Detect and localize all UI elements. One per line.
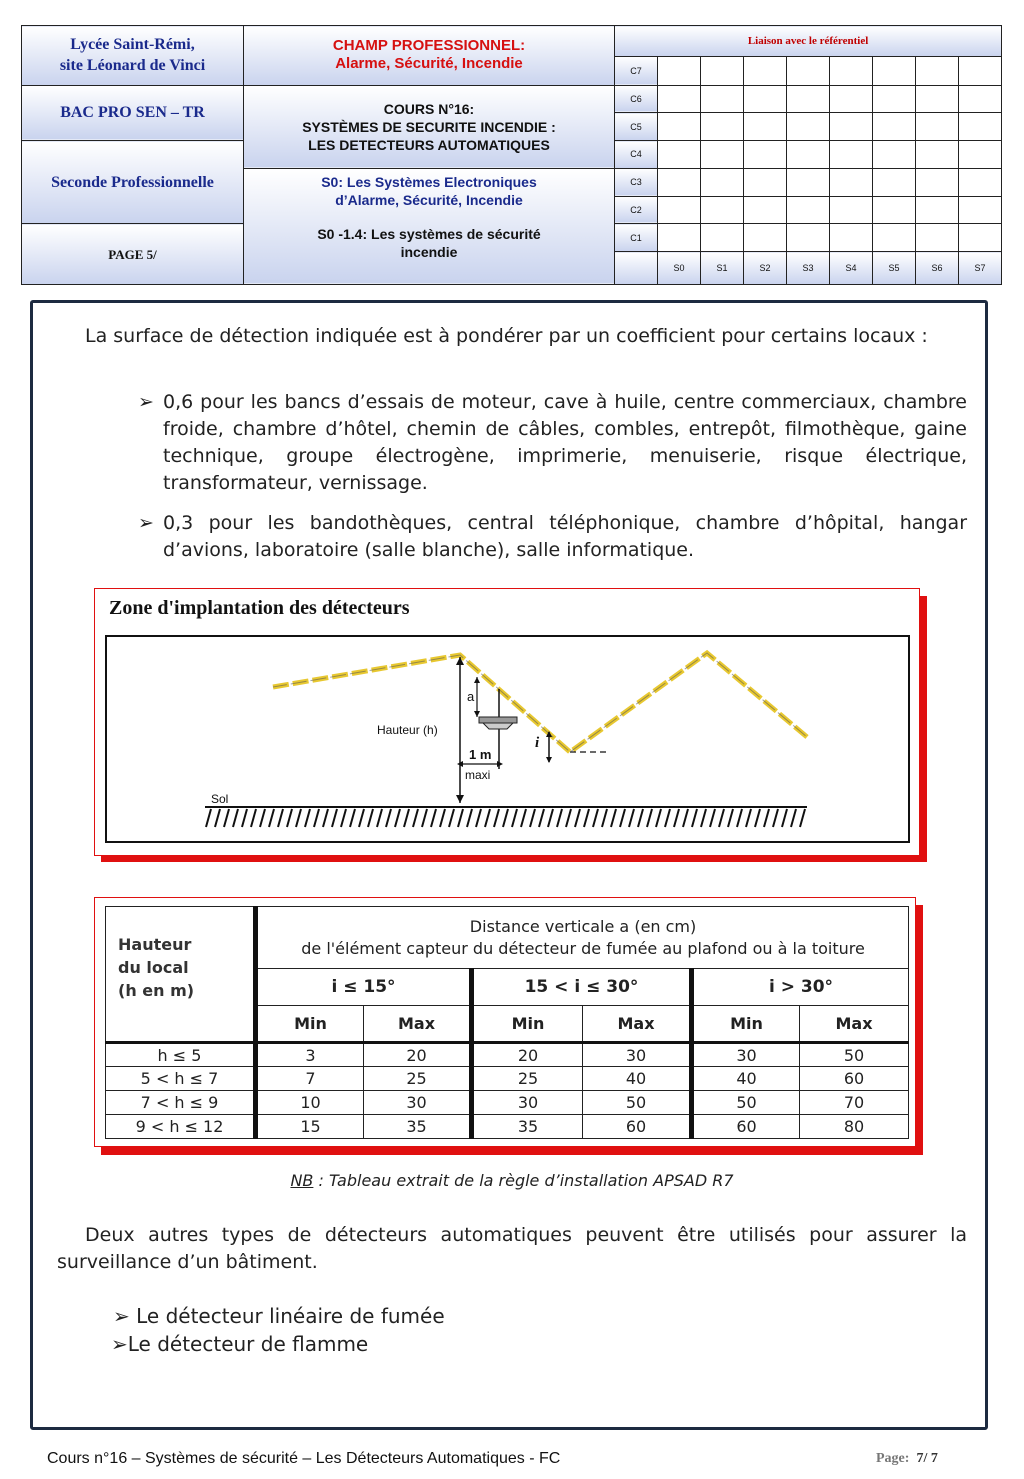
row-height-label: 5 < h ≤ 7 [106, 1067, 256, 1091]
table-row [106, 1043, 909, 1067]
table-cell: 50 [800, 1043, 909, 1067]
c5-label: C5 [615, 113, 658, 141]
table-cell: 3 [256, 1043, 364, 1067]
table-cell: 30 [472, 1091, 583, 1115]
label-1m: 1 m [469, 747, 492, 762]
table-cell: 60 [692, 1115, 800, 1139]
cours-line-2: SYSTÈMES DE SECURITE INCENDIE : [302, 118, 556, 135]
s3-label: S3 [787, 252, 830, 285]
detector-zone-figure [94, 588, 920, 856]
hauteur-line-1: Hauteur [118, 935, 192, 954]
table-cell: 60 [583, 1115, 692, 1139]
min-header: Min [256, 1006, 364, 1043]
table-cell: 30 [583, 1043, 692, 1067]
intro-paragraph: La surface de détection indiquée est à pondérer par un coefficient pour certains locaux : [85, 325, 928, 347]
second-paragraph: Deux autres types de détecteurs automatiques peuvent être utilisés pour assurer la surveillance d’un bâtiment. [57, 1224, 967, 1273]
header-table [21, 25, 1002, 285]
table-cell: 25 [472, 1067, 583, 1091]
arrow-bullet-icon: ➢ [138, 512, 154, 534]
label-maxi: maxi [465, 768, 491, 782]
table-cell: 20 [472, 1043, 583, 1067]
roof-line [273, 653, 807, 752]
bullet-coefficient-03 [138, 510, 967, 564]
c4-label: C4 [615, 141, 658, 169]
table-cell: 70 [800, 1091, 909, 1115]
c1-label: C1 [615, 224, 658, 252]
angle-group-2: 15 < i ≤ 30° [472, 969, 692, 1006]
table-cell: 80 [800, 1115, 909, 1139]
bac-cell: BAC PRO SEN – TR [22, 85, 244, 141]
s0-line-2: d’Alarme, Sécurité, Incendie [335, 191, 523, 208]
s4-label: S4 [830, 252, 873, 285]
s2-label: S2 [744, 252, 787, 285]
s014-line-1: S0 -1.4: Les systèmes de sécurité [317, 225, 541, 242]
roof-diagram [107, 637, 908, 841]
c7-label: C7 [615, 56, 658, 85]
list-item-linear-smoke: ➢ Le détecteur linéaire de fumée [113, 1304, 445, 1328]
table-cell: 40 [583, 1067, 692, 1091]
school-line-2: site Léonard de Vinci [59, 57, 206, 75]
footer-page [876, 1451, 938, 1467]
ground-hatching [206, 809, 805, 827]
cours-line-3: LES DETECTEURS AUTOMATIQUES [308, 136, 550, 153]
c3-label: C3 [615, 168, 658, 196]
table-row [106, 1067, 909, 1091]
figure-title: Zone d'implantation des détecteurs [109, 597, 410, 619]
page-label: Page: [876, 1451, 910, 1466]
s7-label: S7 [959, 252, 1002, 285]
row-height-label: 9 < h ≤ 12 [106, 1115, 256, 1139]
arrow-bullet-icon: ➢ [138, 391, 154, 413]
bullet-text: 0,6 pour les bancs d’essais de moteur, cave à huile, centre commerciaux, chambre froide, chambre d’hôtel, chemin de câbles, combles, entrepôt, filmothèque, gaine technique, groupe électrogène, imprimerie, menuiserie, risque électrique, transformateur, vernissage. [163, 391, 967, 494]
table-cell: 35 [364, 1115, 472, 1139]
hauteur-header [106, 907, 256, 1043]
angle-group-1: i ≤ 15° [256, 969, 472, 1006]
max-header: Max [364, 1006, 472, 1043]
distance-header [256, 907, 909, 969]
school-cell [22, 26, 244, 86]
table-cell: 60 [800, 1067, 909, 1091]
distance-line-1: Distance verticale a (en cm) [469, 916, 697, 936]
figure-diagram-box [105, 635, 910, 843]
table-cell: 25 [364, 1067, 472, 1091]
school-line-1: Lycée Saint-Rémi, [70, 36, 195, 54]
table-cell: 10 [256, 1091, 364, 1115]
footer-title: Cours n°16 – Systèmes de sécurité – Les Détecteurs Automatiques - FC [47, 1450, 561, 1467]
s6-label: S6 [916, 252, 959, 285]
table-cell: 40 [692, 1067, 800, 1091]
page-cell: PAGE 5/ [22, 224, 244, 285]
bullet-coefficient-06 [138, 389, 967, 497]
champ-line-2: Alarme, Sécurité, Incendie [335, 55, 523, 73]
page-value: 7/ 7 [916, 1451, 938, 1466]
apsad-table-figure [94, 897, 916, 1147]
s0-cell [244, 168, 615, 284]
table-row [106, 1115, 909, 1139]
list-item-flame: ➢Le détecteur de flamme [111, 1332, 369, 1356]
s0-line-1: S0: Les Systèmes Electroniques [321, 173, 537, 190]
cours-line-1: COURS N°16: [383, 100, 475, 117]
s014-line-2: incendie [400, 243, 458, 260]
table-cell: 50 [583, 1091, 692, 1115]
liaison-label: Liaison avec le référentiel [615, 26, 1002, 57]
s1-label: S1 [701, 252, 744, 285]
label-i: i [535, 735, 540, 751]
table-cell: 30 [364, 1091, 472, 1115]
table-cell: 20 [364, 1043, 472, 1067]
level-cell: Seconde Professionnelle [22, 141, 244, 224]
angle-group-3: i > 30° [692, 969, 909, 1006]
table-cell: 7 [256, 1067, 364, 1091]
min-header: Min [692, 1006, 800, 1043]
nb-label: NB [290, 1171, 314, 1190]
s0-label: S0 [658, 252, 701, 285]
max-header: Max [800, 1006, 909, 1043]
distance-line-2: de l'élément capteur du détecteur de fumée au plafond ou à la toiture [301, 938, 865, 958]
c6-label: C6 [615, 85, 658, 113]
champ-line-1: CHAMP PROFESSIONNEL: [332, 37, 526, 55]
cours-cell [244, 85, 615, 168]
label-a: a [467, 689, 475, 704]
hauteur-line-3: (h en m) [118, 981, 195, 1000]
hauteur-line-2: du local [118, 958, 189, 977]
c2-label: C2 [615, 196, 658, 224]
min-header: Min [472, 1006, 583, 1043]
table-cell: 35 [472, 1115, 583, 1139]
bullet-text: 0,3 pour les bandothèques, central téléphonique, chambre d’hôpital, hangar d’avions, laboratoire (salle blanche), salle informatique. [163, 512, 967, 561]
label-sol: Sol [211, 792, 229, 806]
table-cell: 15 [256, 1115, 364, 1139]
champ-cell [244, 26, 615, 86]
nb-text: : Tableau extrait de la règle d’installation APSAD R7 [313, 1171, 734, 1190]
row-height-label: h ≤ 5 [106, 1043, 256, 1067]
table-row [106, 1091, 909, 1115]
label-hauteur: Hauteur (h) [377, 723, 438, 737]
s5-label: S5 [873, 252, 916, 285]
table-cell: 50 [692, 1091, 800, 1115]
table-cell: 30 [692, 1043, 800, 1067]
row-height-label: 7 < h ≤ 9 [106, 1091, 256, 1115]
distance-table [105, 906, 909, 1139]
max-header: Max [583, 1006, 692, 1043]
smoke-detector-icon [483, 723, 513, 729]
nb-caption [0, 1171, 1024, 1190]
